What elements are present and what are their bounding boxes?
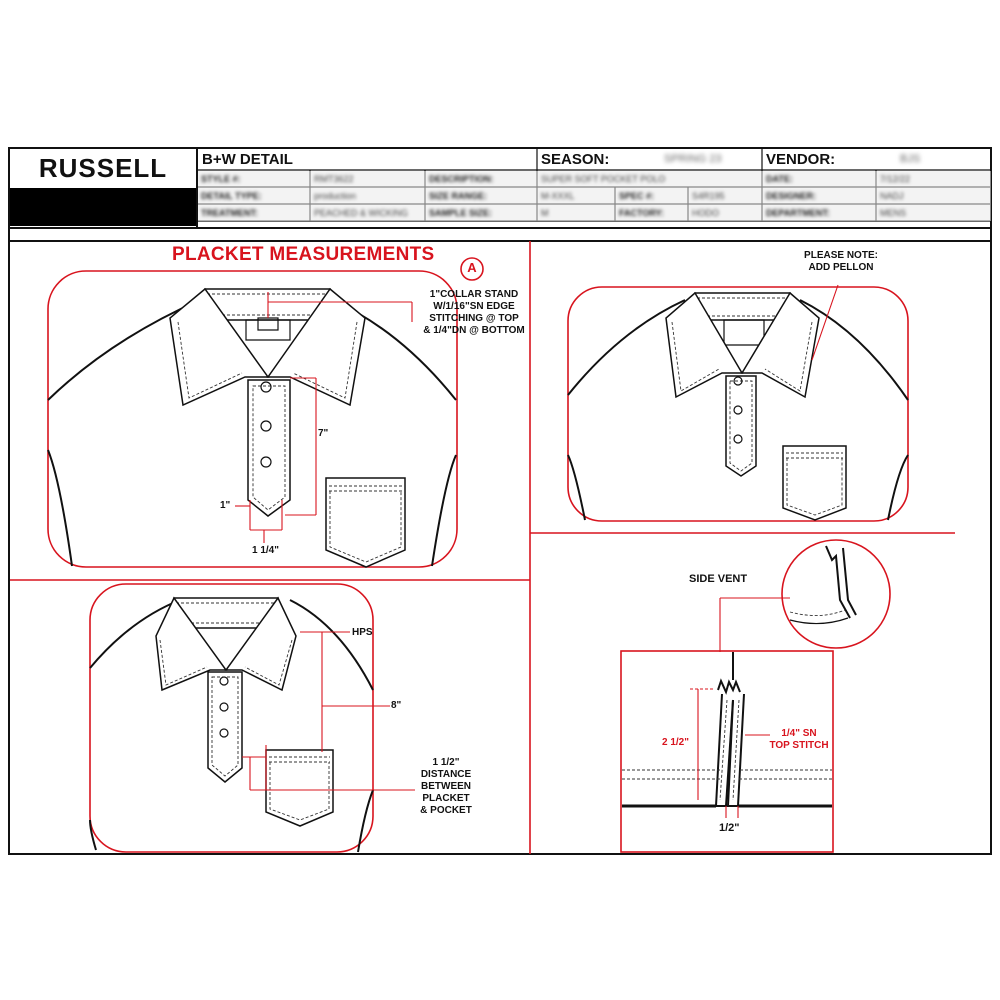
field-detail-type-value: production <box>314 191 357 201</box>
field-sample-size-value: M <box>541 208 549 218</box>
field-treatment-label: TREATMENT: <box>201 208 258 218</box>
field-factory-value: HODO <box>692 208 719 218</box>
dim-vent-width: 1/2" <box>719 822 740 834</box>
vendor-label: VENDOR: <box>766 151 836 168</box>
pocket-placement-view <box>90 584 415 852</box>
marker-a: A <box>467 260 477 275</box>
pellon-view <box>568 285 908 521</box>
dim-placket-length: 7" <box>318 428 329 439</box>
dim-pocket-drop: 8" <box>391 700 402 711</box>
field-description-value: SUPER SOFT POCKET POLO <box>541 174 666 184</box>
field-factory-label: FACTORY: <box>619 208 664 218</box>
collar-note: 1"COLLAR STAND W/1/16"SN EDGE STITCHING @ TOP & 1/4"DN @ BOTTOM <box>423 289 525 336</box>
placket-measurements-title: PLACKET MEASUREMENTS <box>172 244 435 265</box>
field-description-label: DESCRIPTION: <box>429 174 494 184</box>
field-sample-size-label: SAMPLE SIZE: <box>429 208 493 218</box>
dim-placket-bottom: 1 1/4" <box>252 545 279 556</box>
side-vent-title: SIDE VENT <box>689 573 748 585</box>
field-style-label: STYLE #: <box>201 174 241 184</box>
field-detail-type-label: DETAIL TYPE: <box>201 191 262 201</box>
field-designer-value: NADJ <box>880 191 904 201</box>
brand-logo: RUSSELL <box>38 153 168 183</box>
field-treatment-value: PEACHED & WICKING <box>314 208 409 218</box>
distance-note: 1 1/2" DISTANCE BETWEEN PLACKET & POCKET <box>420 757 472 816</box>
vent-stitch-note: 1/4" SN TOP STITCH <box>769 728 829 751</box>
field-spec-value: S4R195 <box>692 191 725 201</box>
dim-placket-width: 1" <box>220 500 231 511</box>
vendor-value: BJS <box>900 153 921 165</box>
field-style-value: RMT3622 <box>314 174 354 184</box>
hps-label: HPS <box>352 627 373 638</box>
brand-bar <box>10 188 196 226</box>
field-department-value: MENS <box>880 208 907 218</box>
field-size-range-value: M-XXXL <box>541 191 575 201</box>
season-value: SPRING 23 <box>664 153 722 165</box>
pellon-note: PLEASE NOTE: ADD PELLON <box>804 250 878 273</box>
field-spec-label: SPEC #: <box>619 191 655 201</box>
field-date-value: 7/12/22 <box>880 174 911 184</box>
side-vent-view <box>621 540 890 852</box>
field-size-range-label: SIZE RANGE: <box>429 191 488 201</box>
field-designer-label: DESIGNER: <box>766 191 817 201</box>
dim-vent-height: 2 1/2" <box>662 737 689 748</box>
season-label: SEASON: <box>541 151 610 168</box>
field-department-label: DEPARTMENT: <box>766 208 830 218</box>
detail-title: B+W DETAIL <box>202 151 293 168</box>
field-date-label: DATE: <box>766 174 793 184</box>
